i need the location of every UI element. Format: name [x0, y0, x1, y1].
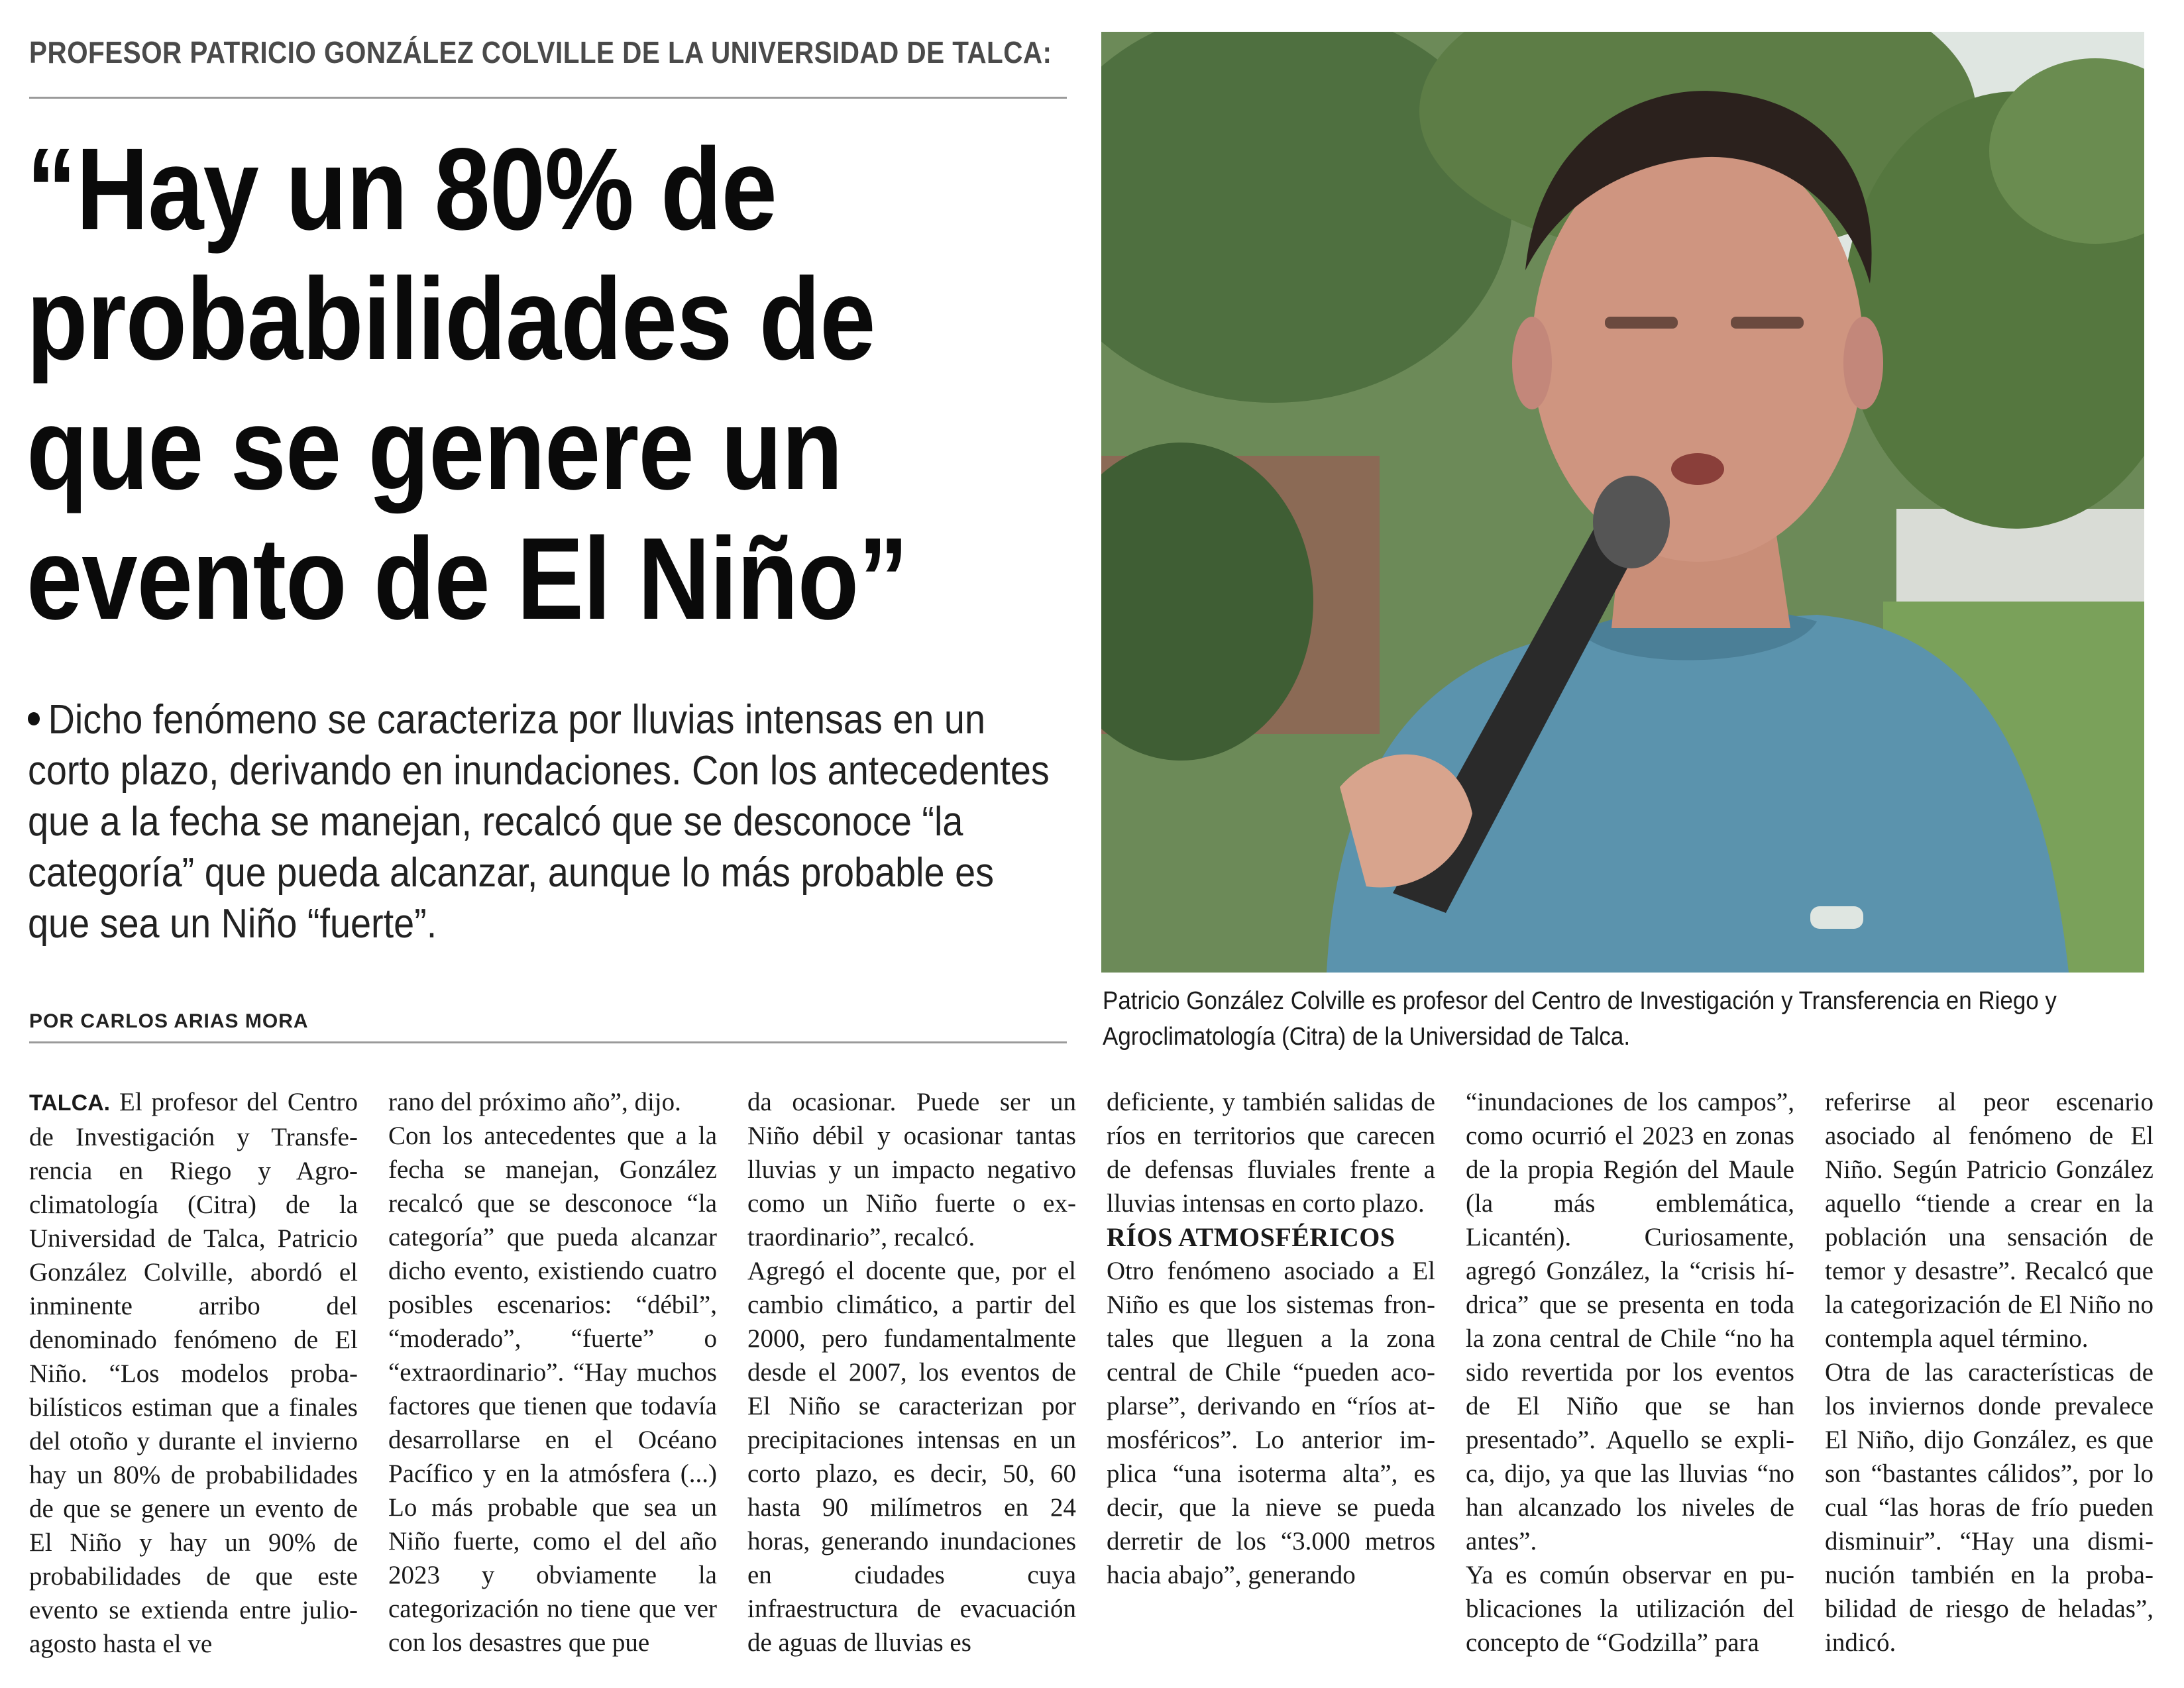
byline-rule	[29, 1041, 1067, 1043]
headline	[27, 125, 1073, 644]
lead-text: Dicho fenómeno se caracteriza por lluvias intensas en un corto plazo, derivando en inundaciones. Con los antecedentes que a la fecha se manejan, recalcó que se desconoce “la categoría” que pueda alcanzar, aunque lo más probable es que sea un Niño “fuerte”.	[28, 697, 1050, 947]
body-text-4a: deficiente, y también salidas de ríos en territorios que carecen de defensas fluviales frente a lluvias intensas en corto plazo.	[1107, 1088, 1435, 1218]
bullet-icon	[28, 712, 40, 725]
dateline: TALCA.	[29, 1090, 111, 1116]
body-text-1: El profesor del Centro de Investigación y Transferencia en Riego y Agroclimatología (Citra) de la Universidad de Talca, Patricio González Colville, abordó el inminente arribo del denominado fenómeno de El Niño. “Los modelos probabilísticos estiman que a finales del otoño y durante el invierno hay un 80% de probabilidades de que se genere un evento de El Niño y hay un 90% de probabilidades de que este evento se extienda entre julio-agosto hasta el ve	[29, 1088, 358, 1658]
body-column-5	[1466, 1085, 1794, 1660]
kicker: PROFESOR PATRICIO GONZÁLEZ COLVILLE DE LA UNIVERSIDAD DE TALCA:	[29, 35, 1052, 70]
body-text-3a: da ocasionar. Puede ser un Niño débil y ocasionar tantas lluvias y un impacto negativo como un Niño fuerte o extraordinario”, recalcó.	[747, 1088, 1076, 1251]
headline-line-4: evento de El Niño”	[27, 514, 908, 644]
body-column-4	[1107, 1085, 1435, 1592]
top-rule	[29, 97, 1067, 99]
body-text-6a: referirse al peor escenario asociado al fenómeno de El Niño. Según Patricio González aquello “tiende a crear en la población una sensación de temor y desastre”. Recalcó que la categorización de El Niño no contempla aquel término.	[1825, 1088, 2154, 1353]
article-photo	[1101, 32, 2144, 973]
body-text-5b: Ya es común observar en publicaciones la utilización del concepto de “Godzilla” para	[1466, 1561, 1794, 1657]
subhead: RÍOS ATMOSFÉRICOS	[1107, 1222, 1395, 1252]
photo-caption	[1103, 983, 2136, 1055]
body-text-6b: Otra de las características de los inviernos donde prevalece El Niño, dijo González, es que son “bastantes cálidos”, por lo cual “las horas de frío pueden disminuir”. “Hay una disminución también en la probabilidad de riesgo de heladas”, indicó.	[1825, 1358, 2154, 1657]
photo-caption-text: Patricio González Colville es profesor del Centro de Investigación y Transferencia en Riego y Agroclimatología (Citra) de la Universidad de Talca.	[1103, 987, 2057, 1051]
byline: POR CARLOS ARIAS MORA	[29, 1010, 309, 1032]
headline-line-2: probabilidades de	[27, 254, 875, 384]
body-column-2	[388, 1085, 717, 1660]
headline-line-1: “Hay un 80% de	[27, 125, 777, 254]
body-text-2a: rano del próximo año”, dijo.	[388, 1088, 681, 1116]
body-text-3b: Agregó el docente que, por el cambio climático, a partir del 2000, pero fundamentalmente desde el 2007, los eventos de El Niño se caracterizan por precipitaciones intensas en un corto plazo, es decir, 50, 60 hasta 90 milímetros en 24 horas, generando inundaciones en ciudades cuya infraestructura de evacuación de aguas de lluvias es	[747, 1257, 1076, 1657]
headline-line-3: que se genere un	[27, 384, 843, 514]
body-column-3	[747, 1085, 1076, 1660]
body-column-6	[1825, 1085, 2154, 1660]
body-text-2b: Con los antecedentes que a la fecha se manejan, González recalcó que se desconoce “la categoría” que pueda alcanzar dicho evento, existiendo cuatro posibles escenarios: “débil”, “moderado”, “fuerte” o “extraordinario”. “Hay muchos factores que tienen que todavía desarrollarse en el Océano Pacífico y en la atmósfera (...) Lo más probable que sea un Niño fuerte, como el del año 2023 y obviamente la categorización no tiene que ver con los desastres que pue	[388, 1122, 717, 1657]
body-text-4b: Otro fenómeno asociado a El Niño es que los sistemas frontales que lleguen a la zona central de Chile “pueden acoplarse”, derivando en “ríos atmosféricos”. Lo anterior implica “una isoterma alta”, es decir, que la nieve se pueda derretir de los “3.000 metros hacia abajo”, generando	[1107, 1257, 1435, 1589]
body-text-5a: “inundaciones de los campos”, como ocurrió el 2023 en zonas de la propia Región del Maule (la más emblemática, Licantén). Curiosamente, agregó González, la “crisis hídrica” que se presenta en toda la zona central de Chile “no ha sido revertida por los eventos de El Niño que se han presentado”. Aquello se explica, dijo, ya que las lluvias “no han alcanzado los niveles de antes”.	[1466, 1088, 1794, 1556]
lead-paragraph	[28, 694, 1062, 949]
photo-illustration	[1101, 32, 2144, 973]
body-column-1	[29, 1085, 358, 1661]
